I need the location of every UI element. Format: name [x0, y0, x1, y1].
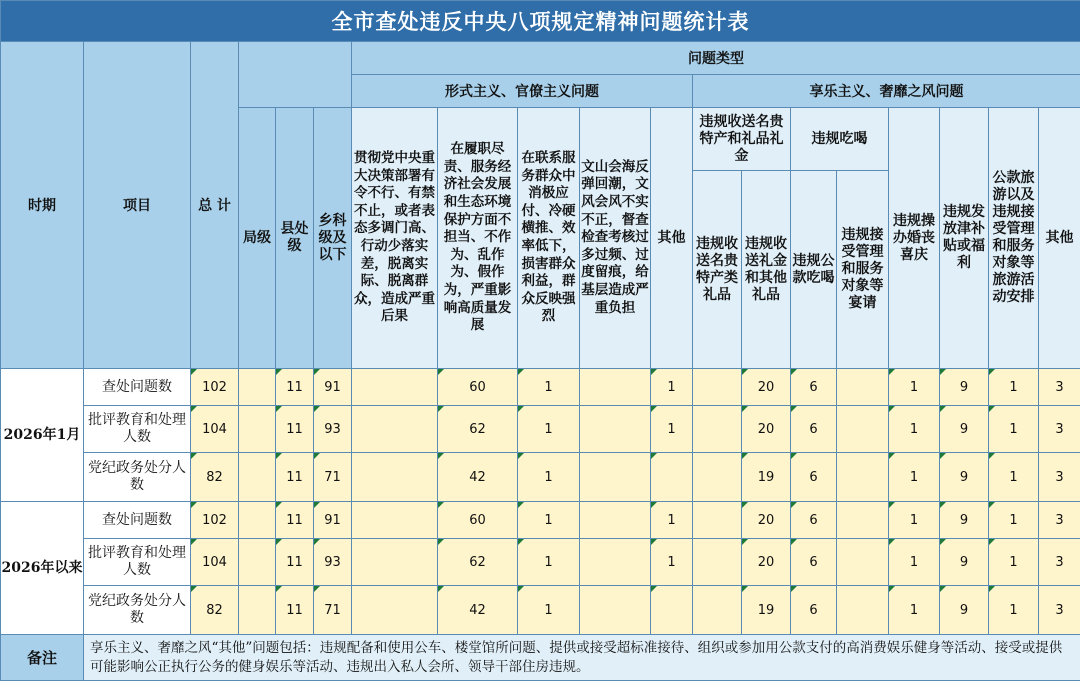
value-cell: [580, 502, 651, 539]
table-row: [1, 586, 1080, 635]
value-cell: [239, 502, 276, 539]
value-cell: [580, 369, 651, 406]
value-cell: [580, 539, 651, 586]
header-public-travel: 公款旅游以及违规接受管理和服务对象等旅游活动安排: [989, 108, 1039, 369]
value-cell: 20: [742, 406, 791, 453]
value-cell: 20: [742, 369, 791, 406]
value-cell: 11: [276, 586, 314, 635]
header-allowances: 违规发放津补贴或福利: [940, 108, 989, 369]
table-body: [1, 369, 1080, 635]
value-cell: 3: [1039, 369, 1080, 406]
header-gift-money: 违规收送礼金和其他礼品: [742, 171, 791, 369]
value-cell: 6: [791, 369, 837, 406]
value-cell: [837, 406, 889, 453]
value-cell: 1: [651, 502, 693, 539]
header-meal-group: 违规吃喝: [791, 108, 889, 171]
value-cell: [580, 586, 651, 635]
value-cell: [693, 453, 742, 502]
value-cell: 91: [314, 369, 352, 406]
value-cell: [352, 539, 438, 586]
value-cell: [580, 406, 651, 453]
header-formalism-meetings: 文山会海反弹回潮，文风会风不实不正，督查检查考核过多过频、过度留痕，给基层造成严重负担: [580, 108, 651, 369]
value-cell: 1: [518, 406, 580, 453]
header-formalism-duty: 在履职尽责、服务经济社会发展和生态环境保护方面不担当、不作为、乱作为、假作为，严重影响高质量发展: [438, 108, 518, 369]
value-cell: 1: [518, 453, 580, 502]
value-cell: 11: [276, 369, 314, 406]
header-weddings-funerals: 违规操办婚丧喜庆: [889, 108, 940, 369]
value-cell: [239, 586, 276, 635]
value-cell: 19: [742, 586, 791, 635]
value-cell: [693, 406, 742, 453]
value-cell: [239, 406, 276, 453]
header-bureau-level: 局级: [239, 108, 276, 369]
value-cell: 20: [742, 539, 791, 586]
period-label: 2026年以来: [1, 502, 84, 635]
header-total: 总 计: [191, 42, 239, 369]
value-cell: 104: [191, 539, 239, 586]
table-title: 全市查处违反中央八项规定精神问题统计表: [1, 1, 1080, 42]
value-cell: [352, 502, 438, 539]
value-cell: 1: [518, 539, 580, 586]
value-cell: 71: [314, 586, 352, 635]
value-cell: 104: [191, 406, 239, 453]
value-cell: [651, 586, 693, 635]
value-cell: 3: [1039, 539, 1080, 586]
value-cell: 93: [314, 406, 352, 453]
value-cell: 1: [651, 406, 693, 453]
value-cell: 6: [791, 586, 837, 635]
value-cell: [837, 502, 889, 539]
value-cell: 11: [276, 539, 314, 586]
value-cell: 1: [989, 539, 1039, 586]
value-cell: [352, 453, 438, 502]
value-cell: [651, 453, 693, 502]
value-cell: 82: [191, 586, 239, 635]
table-row: [1, 453, 1080, 502]
value-cell: 1: [989, 586, 1039, 635]
value-cell: 9: [940, 539, 989, 586]
value-cell: 102: [191, 369, 239, 406]
header-problem-type: 问题类型: [352, 42, 1080, 75]
table-row: [1, 502, 1080, 539]
row-item-label: 批评教育和处理人数: [84, 406, 191, 453]
value-cell: 1: [889, 453, 940, 502]
value-cell: 1: [518, 369, 580, 406]
value-cell: [580, 453, 651, 502]
header-formalism-other: 其他: [651, 108, 693, 369]
value-cell: 9: [940, 586, 989, 635]
value-cell: 1: [989, 369, 1039, 406]
row-item-label: 查处问题数: [84, 369, 191, 406]
value-cell: 3: [1039, 502, 1080, 539]
value-cell: 1: [889, 502, 940, 539]
value-cell: 11: [276, 502, 314, 539]
value-cell: 42: [438, 586, 518, 635]
value-cell: 1: [989, 406, 1039, 453]
value-cell: 42: [438, 453, 518, 502]
value-cell: 3: [1039, 586, 1080, 635]
value-cell: 60: [438, 502, 518, 539]
value-cell: 3: [1039, 406, 1080, 453]
note-text: 享乐主义、奢靡之风“其他”问题包括：违规配备和使用公车、楼堂馆所问题、提供或接受超标准接待、组织或参加用公款支付的高消费娱乐健身等活动、接受或提供可能影响公正执行公务的健身娱乐等活动、违规出入私人会所、领导干部住房违规。: [84, 635, 1080, 681]
value-cell: [693, 539, 742, 586]
value-cell: 1: [518, 586, 580, 635]
table-row: [1, 369, 1080, 406]
header-county-level: 县处级: [276, 108, 314, 369]
value-cell: 60: [438, 369, 518, 406]
value-cell: 1: [989, 453, 1039, 502]
value-cell: [693, 369, 742, 406]
value-cell: 6: [791, 502, 837, 539]
value-cell: 9: [940, 502, 989, 539]
header-formalism-decisions: 贯彻党中央重大决策部署有令不行、有禁不止，或者表态多调门高、行动少落实差，脱离实际、脱离群众，造成严重后果: [352, 108, 438, 369]
value-cell: 91: [314, 502, 352, 539]
value-cell: 6: [791, 453, 837, 502]
table-row: [1, 406, 1080, 453]
table-row: [1, 539, 1080, 586]
value-cell: [239, 453, 276, 502]
value-cell: 1: [889, 406, 940, 453]
value-cell: 3: [1039, 453, 1080, 502]
note-label: 备注: [1, 635, 84, 681]
value-cell: 11: [276, 453, 314, 502]
value-cell: 1: [889, 369, 940, 406]
header-hedonism-other: 其他: [1039, 108, 1080, 369]
value-cell: 1: [889, 539, 940, 586]
value-cell: [693, 586, 742, 635]
header-level-blank: [239, 42, 352, 108]
header-meal-public: 违规公款吃喝: [791, 171, 837, 369]
header-township-level: 乡科级及以下: [314, 108, 352, 369]
header-gift-group: 违规收送名贵特产和礼品礼金: [693, 108, 791, 171]
value-cell: 1: [989, 502, 1039, 539]
value-cell: 1: [651, 539, 693, 586]
value-cell: 9: [940, 406, 989, 453]
value-cell: [693, 502, 742, 539]
header-meal-banquet: 违规接受管理和服务对象等宴请: [837, 171, 889, 369]
row-item-label: 批评教育和处理人数: [84, 539, 191, 586]
header-hedonism-group: 享乐主义、奢靡之风问题: [693, 75, 1080, 108]
header-item: 项目: [84, 42, 191, 369]
value-cell: 62: [438, 539, 518, 586]
row-item-label: 查处问题数: [84, 502, 191, 539]
value-cell: [239, 369, 276, 406]
value-cell: 19: [742, 453, 791, 502]
value-cell: [837, 539, 889, 586]
value-cell: [837, 586, 889, 635]
value-cell: 82: [191, 453, 239, 502]
value-cell: 1: [518, 502, 580, 539]
value-cell: [239, 539, 276, 586]
value-cell: [837, 453, 889, 502]
value-cell: 62: [438, 406, 518, 453]
value-cell: 1: [889, 586, 940, 635]
value-cell: [352, 369, 438, 406]
value-cell: 6: [791, 406, 837, 453]
value-cell: 9: [940, 369, 989, 406]
value-cell: 11: [276, 406, 314, 453]
header-gift-specialty: 违规收送名贵特产类礼品: [693, 171, 742, 369]
header-period: 时期: [1, 42, 84, 369]
value-cell: [352, 406, 438, 453]
value-cell: 102: [191, 502, 239, 539]
row-item-label: 党纪政务处分人数: [84, 453, 191, 502]
value-cell: 71: [314, 453, 352, 502]
value-cell: [837, 369, 889, 406]
row-item-label: 党纪政务处分人数: [84, 586, 191, 635]
period-label: 2026年1月: [1, 369, 84, 502]
value-cell: 93: [314, 539, 352, 586]
value-cell: 20: [742, 502, 791, 539]
header-formalism-service: 在联系服务群众中消极应付、冷硬横推、效率低下，损害群众利益，群众反映强烈: [518, 108, 580, 369]
value-cell: 9: [940, 453, 989, 502]
value-cell: 6: [791, 539, 837, 586]
value-cell: 1: [651, 369, 693, 406]
value-cell: [352, 586, 438, 635]
header-formalism-group: 形式主义、官僚主义问题: [352, 75, 693, 108]
